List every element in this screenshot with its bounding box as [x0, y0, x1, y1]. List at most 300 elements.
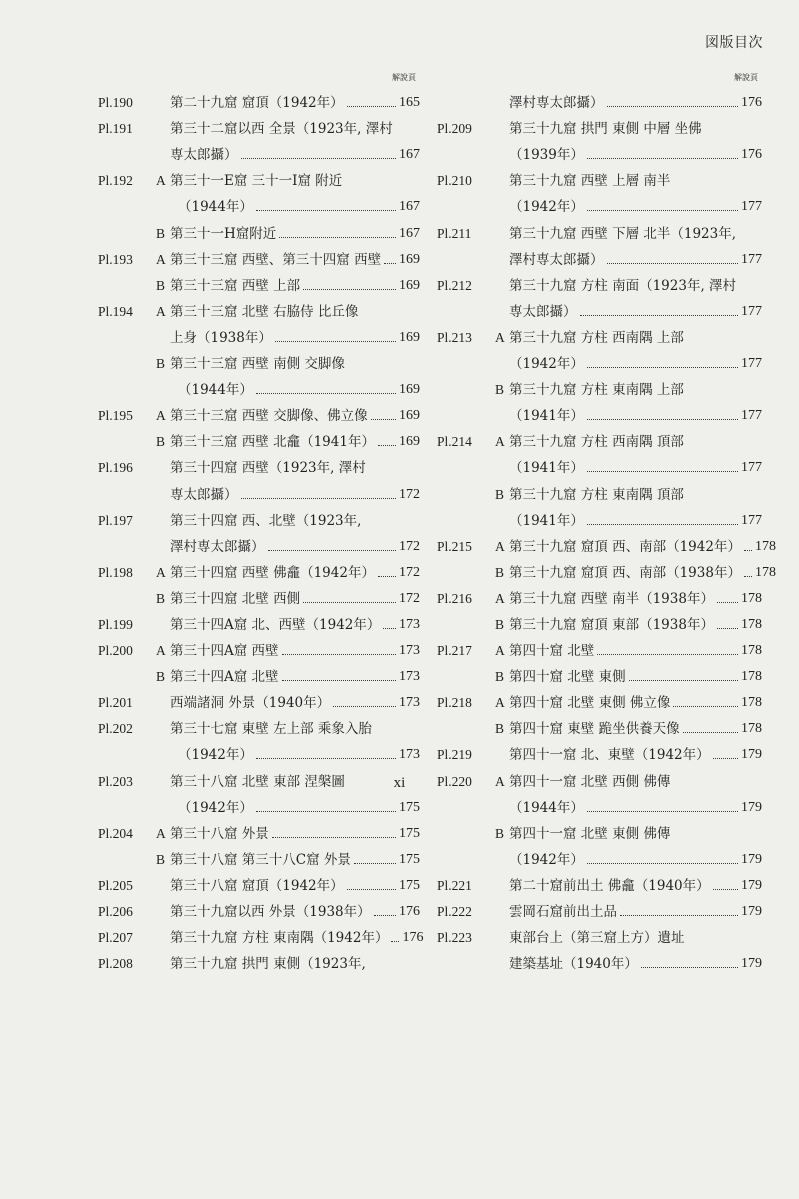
toc-entry — [437, 85, 762, 111]
toc-entry — [437, 790, 762, 816]
plate-number: Pl.217 — [437, 643, 472, 659]
commentary-page-number: 169 — [399, 277, 420, 293]
entry-title: 第三十九窟 拱門 東側 中層 坐佛 — [509, 121, 702, 138]
entry-title: 第三十三窟 西壁 上部 — [170, 277, 301, 294]
dot-leader — [587, 471, 738, 472]
commentary-page-number: 178 — [754, 564, 776, 580]
dot-leader — [256, 758, 396, 759]
toc-entry — [98, 111, 420, 137]
commentary-page-number: 175 — [399, 877, 420, 893]
entry-title: 第三十九窟 西壁 下層 北半（1923年, — [509, 225, 737, 242]
dot-leader — [620, 915, 738, 916]
toc-entry — [437, 816, 762, 842]
plate-sub-letter: A — [495, 329, 505, 345]
plate-sub-letter: B — [156, 851, 166, 867]
entry-title: 西端諸洞 外景（1940年） — [170, 695, 331, 712]
commentary-page-number: 177 — [741, 512, 762, 528]
commentary-page-number: 177 — [741, 303, 762, 319]
plate-number: Pl.220 — [437, 773, 472, 789]
dot-leader — [587, 863, 738, 864]
toc-entry — [437, 581, 762, 607]
plate-sub-letter: A — [156, 643, 166, 659]
plate-sub-letter: B — [495, 825, 505, 841]
toc-entry — [98, 503, 420, 529]
dot-leader — [371, 419, 396, 420]
entry-title: （1942年） — [509, 356, 584, 373]
toc-entry — [98, 790, 420, 816]
toc-entry — [98, 711, 420, 737]
plate-number: Pl.205 — [98, 877, 133, 893]
plate-number: Pl.213 — [437, 329, 472, 345]
entry-title: （1942年） — [178, 799, 253, 816]
plate-number: Pl.194 — [98, 303, 133, 319]
entry-title: 第三十四窟 西壁 佛龕（1942年） — [170, 564, 375, 581]
plate-sub-letter: B — [495, 486, 505, 502]
plate-number: Pl.193 — [98, 251, 133, 267]
entry-title: 第三十九窟 窟頂 西、南部（1942年） — [509, 538, 741, 555]
toc-entry — [98, 476, 420, 502]
entry-title: 専太郎攝） — [509, 303, 577, 320]
dot-leader — [607, 106, 739, 107]
toc-entry — [437, 189, 762, 215]
entry-title: 建築基址（1940年） — [509, 956, 638, 973]
entry-title: 第四十一窟 北壁 西側 佛傳 — [509, 773, 671, 790]
commentary-page-number: 173 — [399, 669, 420, 685]
toc-entry — [437, 607, 762, 633]
toc-entry — [98, 268, 420, 294]
commentary-page-number: 167 — [399, 199, 420, 215]
plate-sub-letter: A — [495, 538, 505, 554]
page-number: xi — [393, 775, 406, 791]
entry-title: 第三十一E窟 三十一I窟 附近 — [170, 173, 343, 190]
toc-list-right — [437, 85, 776, 973]
commentary-page-number: 175 — [399, 851, 420, 867]
plate-number: Pl.222 — [437, 904, 472, 919]
toc-entry — [98, 555, 420, 581]
commentary-page-number: 179 — [741, 747, 762, 763]
toc-entry — [437, 503, 762, 529]
toc-list-left — [98, 85, 424, 973]
entry-title: 第三十四窟 西、北壁（1923年, — [170, 512, 362, 529]
entry-title: 第三十八窟 窟頂（1942年） — [170, 877, 344, 894]
plate-number: Pl.197 — [98, 512, 133, 528]
commentary-page-number: 169 — [399, 434, 420, 450]
commentary-page-number: 177 — [741, 408, 762, 424]
plate-number: Pl.218 — [437, 695, 472, 711]
plate-sub-letter: B — [156, 434, 166, 450]
plate-number: Pl.196 — [98, 460, 133, 476]
plate-number: Pl.192 — [98, 173, 133, 189]
toc-entry — [437, 476, 762, 502]
entry-title: 第三十九窟 拱門 東側（1923年, — [170, 956, 366, 973]
plate-sub-letter: B — [156, 356, 166, 372]
dot-leader — [744, 576, 752, 577]
toc-entry — [98, 607, 420, 633]
toc-entry — [437, 137, 762, 163]
plate-sub-letter: B — [495, 721, 505, 737]
plate-sub-letter: A — [495, 434, 505, 450]
toc-entry — [98, 737, 420, 763]
column-header: 解說頁 — [734, 73, 758, 82]
dot-leader — [384, 263, 396, 264]
dot-leader — [717, 628, 738, 629]
commentary-page-number: 169 — [399, 408, 420, 424]
commentary-page-number: 179 — [741, 799, 762, 815]
entry-title: 第三十二窟以西 全景（1923年, 澤村 — [170, 121, 393, 138]
entry-title: 第三十七窟 東壁 左上部 乘象入胎 — [170, 721, 372, 738]
plate-sub-letter: A — [156, 825, 166, 841]
toc-column-right — [437, 72, 776, 973]
entry-title: 第三十四A窟 北壁 — [170, 669, 279, 686]
dot-leader — [378, 445, 396, 446]
commentary-page-number: 173 — [399, 695, 420, 711]
dot-leader — [272, 837, 396, 838]
dot-leader — [354, 863, 396, 864]
dot-leader — [303, 602, 396, 603]
dot-leader — [268, 550, 397, 551]
commentary-page-number: 173 — [399, 616, 420, 632]
toc-entry — [437, 842, 762, 868]
toc-entry — [437, 424, 762, 450]
dot-leader — [713, 889, 738, 890]
plate-number: Pl.195 — [98, 408, 133, 424]
entry-title: 第三十九窟 方柱 東南隅（1942年） — [170, 930, 389, 947]
dot-leader — [744, 550, 752, 551]
plate-number: Pl.219 — [437, 747, 472, 763]
entry-title: 第四十窟 北壁 東側 — [509, 669, 626, 686]
entry-title: 雲岡石窟前出土品 — [509, 904, 617, 920]
toc-entry — [437, 711, 762, 737]
plate-number: Pl.212 — [437, 277, 472, 293]
dot-leader — [587, 419, 738, 420]
toc-entry — [437, 450, 762, 476]
toc-entry — [98, 450, 420, 476]
entry-title: （1941年） — [509, 512, 584, 529]
entry-title: 第三十九窟 方柱 東南隅 上部 — [509, 382, 684, 399]
page-header-title: 図版目次 — [705, 35, 763, 51]
entry-title: 第三十四窟 西壁（1923年, 澤村 — [170, 460, 366, 477]
plate-number: Pl.200 — [98, 643, 133, 659]
commentary-page-number: 172 — [399, 486, 420, 502]
toc-entry — [437, 946, 762, 972]
entry-title: 第三十九窟 方柱 西南隅 上部 — [509, 329, 684, 346]
entry-title: 第三十四A窟 北、西壁（1942年） — [170, 616, 381, 633]
toc-entry — [98, 581, 420, 607]
toc-entry — [437, 163, 762, 189]
entry-title: 第三十四A窟 西壁 — [170, 643, 279, 660]
plate-sub-letter: B — [156, 277, 166, 293]
entry-title: 第三十九窟 方柱 南面（1923年, 澤村 — [509, 277, 737, 294]
entry-title: 第三十九窟 窟頂 西、南部（1938年） — [509, 564, 741, 581]
toc-entry — [437, 529, 776, 555]
commentary-page-number: 172 — [399, 564, 420, 580]
plate-number: Pl.215 — [437, 538, 472, 554]
entry-title: （1942年） — [178, 747, 253, 764]
dot-leader — [597, 654, 738, 655]
commentary-page-number: 177 — [741, 460, 762, 476]
commentary-page-number: 172 — [399, 538, 420, 554]
toc-entry — [437, 920, 762, 946]
plate-number: Pl.223 — [437, 930, 472, 946]
plate-number: Pl.191 — [98, 121, 133, 137]
plate-sub-letter: A — [495, 590, 505, 606]
plate-sub-letter: B — [495, 669, 505, 685]
entry-title: 澤村専太郎攝） — [509, 95, 604, 112]
entry-title: 専太郎攝） — [170, 147, 238, 164]
plate-number: Pl.190 — [98, 95, 133, 111]
commentary-page-number: 178 — [741, 669, 762, 685]
toc-entry — [98, 346, 420, 372]
toc-entry — [98, 137, 420, 163]
commentary-page-number: 176 — [402, 930, 424, 946]
dot-leader — [303, 289, 396, 290]
plate-number: Pl.214 — [437, 434, 472, 450]
entry-title: 第四十一窟 北、東壁（1942年） — [509, 747, 710, 764]
commentary-page-number: 177 — [741, 251, 762, 267]
commentary-page-number: 176 — [399, 904, 420, 919]
entry-title: 第三十三窟 西壁 交脚像、佛立像 — [170, 408, 368, 425]
plate-sub-letter: A — [495, 773, 505, 789]
entry-title: （1944年） — [178, 199, 253, 216]
plate-sub-letter: B — [495, 564, 505, 580]
toc-entry — [98, 242, 420, 268]
entry-title: 第三十三窟 西壁 南側 交脚像 — [170, 356, 345, 373]
entry-title: 第三十八窟 外景 — [170, 825, 269, 842]
dot-leader — [256, 811, 396, 812]
toc-entry — [98, 659, 420, 685]
dot-leader — [374, 915, 396, 916]
entry-title: 上身（1938年） — [170, 329, 272, 346]
commentary-page-number: 176 — [741, 95, 762, 111]
commentary-page-number: 178 — [741, 616, 762, 632]
dot-leader — [282, 654, 396, 655]
toc-entry — [98, 294, 420, 320]
entry-title: 第三十九窟以西 外景（1938年） — [170, 904, 371, 920]
commentary-page-number: 177 — [741, 199, 762, 215]
plate-sub-letter: A — [156, 251, 166, 267]
plate-number: Pl.208 — [98, 956, 133, 972]
toc-entry — [98, 894, 420, 920]
plate-number: Pl.198 — [98, 564, 133, 580]
commentary-page-number: 173 — [399, 643, 420, 659]
plate-sub-letter: B — [156, 669, 166, 685]
plate-number: Pl.210 — [437, 173, 472, 189]
entry-title: 第二十窟前出土 佛龕（1940年） — [509, 877, 710, 894]
dot-leader — [333, 706, 396, 707]
column-header: 解說頁 — [392, 73, 416, 82]
plate-number: Pl.199 — [98, 616, 133, 632]
toc-entry — [437, 685, 762, 711]
toc-entry — [437, 398, 762, 424]
toc-entry — [98, 215, 420, 241]
dot-leader — [629, 680, 738, 681]
entry-title: 第四十一窟 北壁 東側 佛傳 — [509, 825, 671, 842]
plate-sub-letter: A — [156, 564, 166, 580]
dot-leader — [256, 393, 396, 394]
toc-entry — [98, 320, 420, 346]
commentary-page-number: 167 — [399, 147, 420, 163]
toc-entry — [98, 685, 420, 711]
plate-sub-letter: B — [156, 225, 166, 241]
plate-sub-letter: A — [156, 408, 166, 424]
plate-number: Pl.204 — [98, 825, 133, 841]
toc-entry — [437, 320, 762, 346]
entry-title: 第三十九窟 西壁 南半（1938年） — [509, 590, 714, 607]
plate-sub-letter: B — [156, 590, 166, 606]
toc-entry — [98, 529, 420, 555]
commentary-page-number: 175 — [399, 799, 420, 815]
dot-leader — [717, 602, 738, 603]
toc-entry — [437, 868, 762, 894]
toc-entry — [437, 633, 762, 659]
dot-leader — [282, 680, 396, 681]
plate-number: Pl.206 — [98, 904, 133, 919]
entry-title: 第四十窟 北壁 東側 佛立像 — [509, 695, 671, 712]
commentary-page-number: 179 — [741, 851, 762, 867]
dot-leader — [256, 210, 396, 211]
toc-entry — [98, 946, 420, 972]
commentary-page-number: 167 — [399, 225, 420, 241]
dot-leader — [673, 706, 738, 707]
plate-sub-letter: A — [156, 303, 166, 319]
entry-title: 第三十三窟 西壁、第三十四窟 西壁 — [170, 251, 382, 268]
entry-title: （1939年） — [509, 147, 584, 164]
toc-entry — [437, 268, 762, 294]
toc-entry — [437, 737, 762, 763]
commentary-page-number: 173 — [399, 747, 420, 763]
toc-entry — [437, 659, 762, 685]
toc-entry — [437, 346, 762, 372]
dot-leader — [347, 106, 396, 107]
toc-entry — [98, 163, 420, 189]
commentary-page-number: 169 — [399, 329, 420, 345]
entry-title: （1941年） — [509, 408, 584, 425]
plate-sub-letter: A — [495, 643, 505, 659]
dot-leader — [587, 210, 738, 211]
toc-entry — [437, 242, 762, 268]
toc-entry — [98, 85, 420, 111]
entry-title: 第二十九窟 窟頂（1942年） — [170, 95, 344, 112]
commentary-page-number: 169 — [399, 382, 420, 398]
entry-title: 第三十九窟 窟頂 東部（1938年） — [509, 616, 714, 633]
dot-leader — [241, 498, 397, 499]
entry-title: 第三十三窟 北壁 右脇侍 比丘像 — [170, 303, 359, 320]
toc-entry — [437, 215, 762, 241]
entry-title: （1944年） — [509, 799, 584, 816]
entry-title: 第四十窟 北壁 — [509, 643, 595, 660]
entry-title: 第三十八窟 北壁 東部 涅槃圖 — [170, 773, 345, 790]
commentary-page-number: 176 — [741, 147, 762, 163]
dot-leader — [641, 967, 738, 968]
commentary-page-number: 165 — [399, 95, 420, 111]
toc-entry — [437, 894, 762, 920]
toc-column-left — [98, 72, 424, 973]
plate-number: Pl.216 — [437, 590, 472, 606]
entry-title: 専太郎攝） — [170, 486, 238, 503]
plate-sub-letter: A — [156, 173, 166, 189]
dot-leader — [241, 158, 397, 159]
plate-sub-letter: B — [495, 382, 505, 398]
dot-leader — [587, 367, 738, 368]
plate-number: Pl.201 — [98, 695, 133, 711]
entry-title: 第四十窟 東壁 跪坐供養天像 — [509, 721, 680, 738]
entry-title: （1942年） — [509, 199, 584, 216]
entry-title: 第三十四窟 北壁 西側 — [170, 590, 301, 607]
entry-title: （1941年） — [509, 460, 584, 477]
entry-title: 第三十三窟 西壁 北龕（1941年） — [170, 434, 375, 451]
toc-entry — [437, 555, 776, 581]
plate-number: Pl.202 — [98, 721, 133, 737]
dot-leader — [378, 576, 396, 577]
dot-leader — [383, 628, 396, 629]
plate-number: Pl.203 — [98, 773, 133, 789]
plate-sub-letter: B — [495, 616, 505, 632]
entry-title: 澤村専太郎攝） — [170, 538, 265, 555]
commentary-page-number: 169 — [399, 251, 420, 267]
dot-leader — [587, 811, 738, 812]
commentary-page-number: 177 — [741, 356, 762, 372]
toc-entry — [98, 868, 420, 894]
commentary-page-number: 179 — [741, 877, 762, 893]
commentary-page-number: 179 — [741, 904, 762, 919]
dot-leader — [391, 941, 399, 942]
toc-entry — [98, 633, 420, 659]
commentary-page-number: 172 — [399, 590, 420, 606]
dot-leader — [587, 524, 738, 525]
plate-number: Pl.209 — [437, 121, 472, 137]
dot-leader — [587, 158, 738, 159]
commentary-page-number: 178 — [741, 695, 762, 711]
toc-entry — [98, 189, 420, 215]
entry-title: （1942年） — [509, 851, 584, 868]
entry-title: 第三十九窟 方柱 西南隅 頂部 — [509, 434, 684, 451]
toc-entry — [98, 372, 420, 398]
entry-title: （1944年） — [178, 382, 253, 399]
toc-entry — [437, 372, 762, 398]
dot-leader — [275, 341, 396, 342]
dot-leader — [683, 732, 738, 733]
plate-number: Pl.221 — [437, 877, 472, 893]
commentary-page-number: 178 — [741, 643, 762, 659]
commentary-page-number: 178 — [741, 590, 762, 606]
plate-sub-letter: A — [495, 695, 505, 711]
plate-number: Pl.207 — [98, 930, 133, 946]
dot-leader — [279, 237, 396, 238]
toc-entry — [437, 111, 762, 137]
entry-title: 澤村専太郎攝） — [509, 251, 604, 268]
commentary-page-number: 178 — [754, 538, 776, 554]
toc-entry — [98, 398, 420, 424]
entry-title: 第三十八窟 第三十八C窟 外景 — [170, 851, 351, 868]
toc-entry — [437, 294, 762, 320]
toc-entry — [98, 842, 420, 868]
commentary-page-number: 175 — [399, 825, 420, 841]
plate-number: Pl.211 — [437, 225, 472, 241]
entry-title: 第三十九窟 西壁 上層 南半 — [509, 173, 671, 190]
entry-title: 第三十九窟 方柱 東南隅 頂部 — [509, 486, 684, 503]
entry-title: 第三十一H窟附近 — [170, 225, 277, 242]
dot-leader — [347, 889, 396, 890]
commentary-page-number: 179 — [741, 956, 762, 972]
dot-leader — [607, 263, 739, 264]
toc-entry — [98, 424, 420, 450]
dot-leader — [580, 315, 739, 316]
dot-leader — [713, 758, 738, 759]
toc-entry — [98, 816, 420, 842]
toc-entry — [98, 920, 424, 947]
entry-title: 東部台上（第三窟上方）遺址 — [509, 930, 685, 947]
commentary-page-number: 178 — [741, 721, 762, 737]
